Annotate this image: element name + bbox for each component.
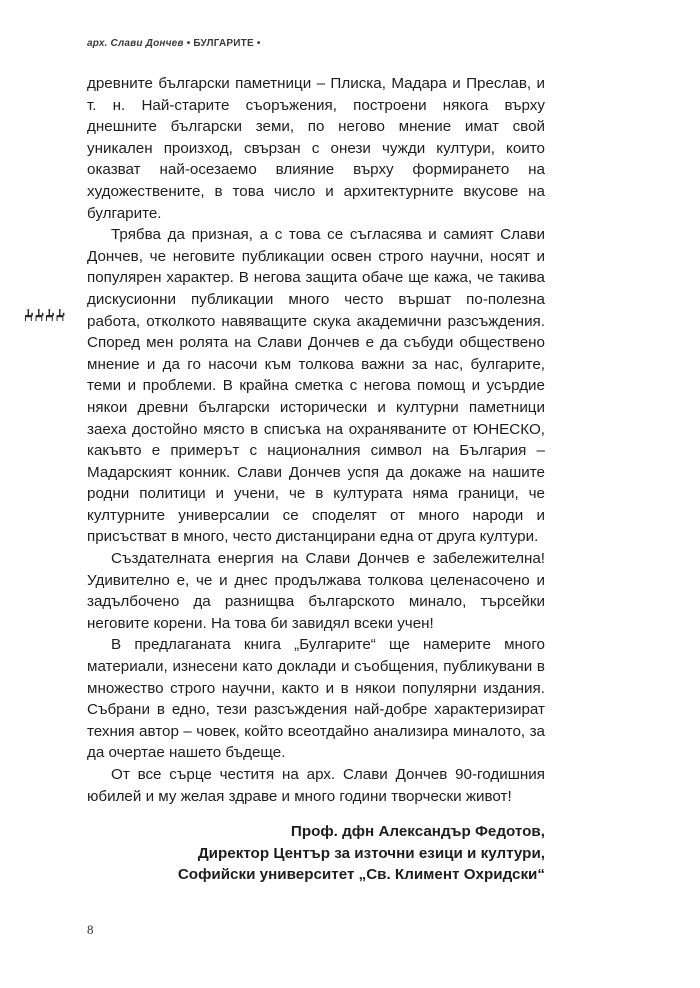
paragraph: От все сърце честитя на арх. Слави Дончев 90-годишния юбилей и му желая здраве и много години творчески живот! <box>87 766 545 805</box>
page-body <box>87 73 545 886</box>
page-number: 8 <box>87 922 94 937</box>
paragraph: Трябва да призная, а с това се съгласява и самият Слави Дончев, че неговите публикации освен строго научни, носят и популярен характер. В негова защита обаче ще кажа, че такива дискусионни публикации много често вършат по-полезна работа, отколкото навяващите скука академични разсъждения. Според мен ролята на Слави Дончев е да събуди обществено мнение и да го насочи към толкова важни за нас, булгарите, теми и проблеми. В крайна сметка с негова помощ и усърдие някои древни български исторически и културни паметници заеха достойно място в списъка на охраняваните от ЮНЕСКО, какъвто е примерът с националния символ на България – Мадарският конник. Слави Дончев успя да докаже на нашите родни политици и учени, че в културата няма граници, че културните универсалии се споделят от много народи и присъстват в много, често дистанцирани една от друга култури. <box>87 226 545 546</box>
paragraph-continuation: древните български паметници – Плиска, Мадара и Преслав, и т. н. Най-старите съоръжения, построени някога върху днешните български земи, по негово мнение имат свой уникален произход, свързан с онези чужди култури, които оказват най-осезаемо влияние върху формирането на художествените, в това число и архитектурните вкусове на булгарите. <box>87 75 545 222</box>
signature-position: Директор Център за източни езици и култури, <box>197 844 545 862</box>
signature-institution: Софийски университет „Св. Климент Охридски“ <box>177 866 545 884</box>
paragraph: Създателната енергия на Слави Дончев е забележителна! Удивително е, че и днес продължава толкова целенасочено и задълбочено да разнищва българското минало, търсейки неговите корени. На това би завидял всеки учен! <box>87 550 545 632</box>
header-title: БУЛГАРИТЕ • <box>193 38 261 49</box>
header-author: арх. Слави Дончев • <box>87 38 191 49</box>
signature-block <box>87 821 545 886</box>
horse-riders-icon <box>24 308 66 322</box>
paragraph: В предлаганата книга „Булгарите“ ще намерите много материали, изнесени като доклади и съобщения, публикувани в множество строго научни, както и в някои популярни издания. Събрани в едно, тези разсъждения най-добре характеризират техния автор – човек, който всеотдайно анализира миналото, за да очертае нашето бъдеще. <box>87 636 545 762</box>
signature-name: Проф. дфн Александър Федотов, <box>290 823 545 841</box>
running-header <box>87 38 261 49</box>
